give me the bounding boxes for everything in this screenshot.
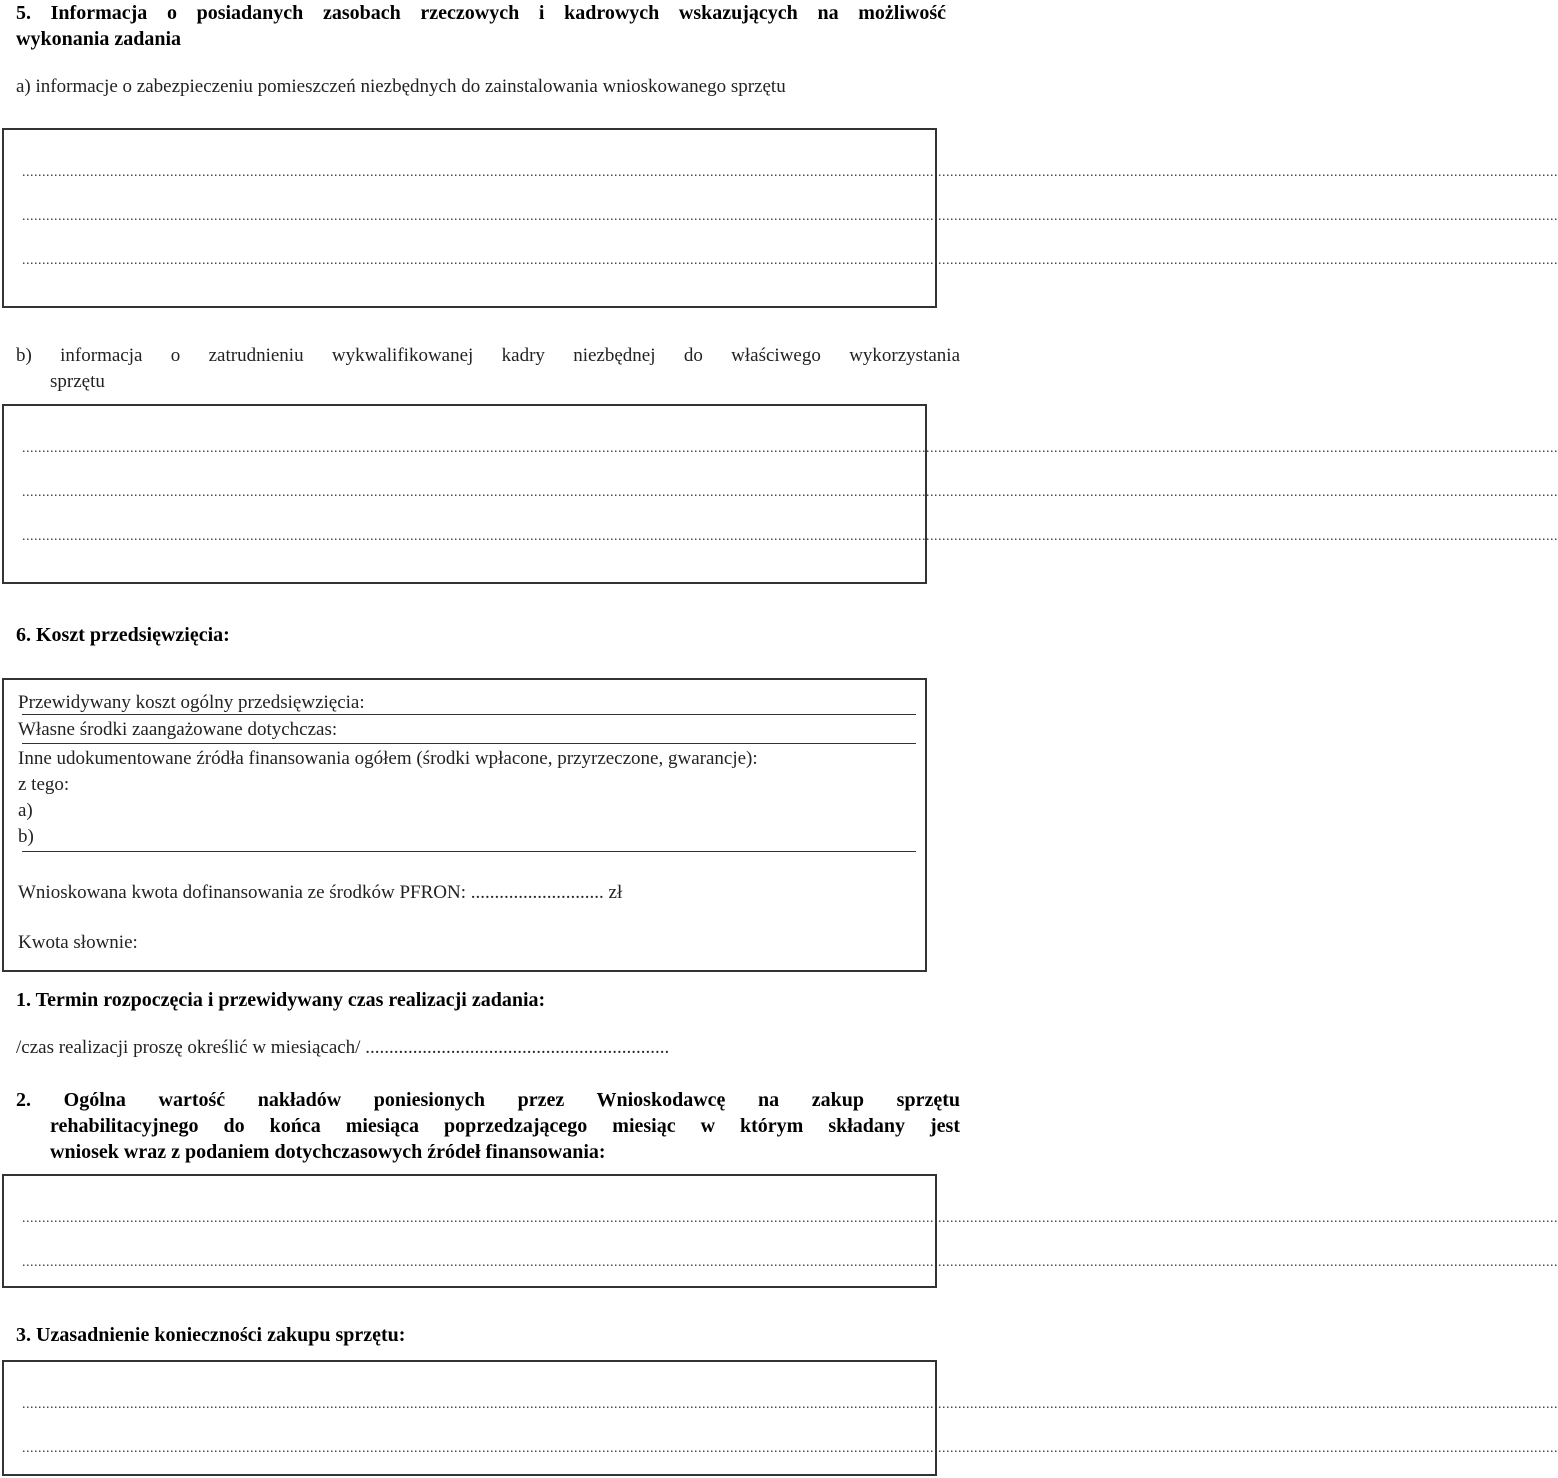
item-1-title: 1. Termin rozpoczęcia i przewidywany czas realizacji zadania: <box>16 989 546 1011</box>
premises-security-field[interactable] <box>2 128 1558 308</box>
other-funding-label: Inne udokumentowane źródła finansowania ogółem (środki wpłacone, przyrzeczone, gwarancje): <box>18 748 758 769</box>
section-5-item-b <box>16 343 960 395</box>
dotted-line: ................................................................................................................................................................................................................................................................................................................................................................................................ <box>22 1397 1558 1412</box>
own-funds-label: Własne środki zaangażowane dotychczas: <box>18 719 338 740</box>
divider <box>22 743 916 744</box>
item-2-title-line3: wniosek wraz z podaniem dotychczasowych źródeł finansowania: <box>50 1141 606 1163</box>
justification-field[interactable] <box>2 1360 1558 1476</box>
section-5-item-a: a) informacje o zabezpieczeniu pomieszczeń niezbędnych do zainstalowania wnioskowanego sprzętu <box>16 76 786 97</box>
item-2-title-line1: 2. Ogólna wartość nakładów poniesionych przez Wnioskodawcę na zakup sprzętu <box>16 1089 960 1111</box>
requested-amount: Wnioskowana kwota dofinansowania ze środków PFRON: ............................ zł <box>18 882 623 903</box>
section-5-item-b-line2: sprzętu <box>50 371 105 392</box>
funding-source-b: b) <box>18 826 34 847</box>
dotted-line: ................................................................................................................................................................................................................................................................................................................................................................................................ <box>22 165 1558 180</box>
cost-table <box>2 678 927 972</box>
dotted-line: ................................................................................................................................................................................................................................................................................................................................................................................................ <box>22 1255 1558 1270</box>
item-2-title-line2: rehabilitacyjnego do końca miesiąca poprzedzającego miesiąc w którym składany jest <box>50 1115 960 1137</box>
section-6-title: 6. Koszt przedsięwzięcia: <box>16 624 230 646</box>
dotted-line: ................................................................................................................................................................................................................................................................................................................................................................................................ <box>22 1211 1558 1226</box>
section-5-title <box>16 0 946 52</box>
section-5-title-line1: 5. Informacja o posiadanych zasobach rzeczowych i kadrowych wskazujących na możliwość <box>16 2 946 24</box>
item-1-note: /czas realizacji proszę określić w miesiącach/ ................................................................ <box>16 1037 670 1058</box>
dotted-line: ................................................................................................................................................................................................................................................................................................................................................................................................ <box>22 529 1558 544</box>
dotted-line: ................................................................................................................................................................................................................................................................................................................................................................................................ <box>22 209 1558 224</box>
qualified-staff-field[interactable] <box>2 404 1558 584</box>
dotted-line: ................................................................................................................................................................................................................................................................................................................................................................................................ <box>22 1441 1558 1456</box>
item-2-title <box>16 1087 960 1165</box>
expenditure-field[interactable] <box>2 1174 1558 1288</box>
including-label: z tego: <box>18 774 70 795</box>
section-5-item-b-line1: b) informacja o zatrudnieniu wykwalifikowanej kadry niezbędnej do właściwego wykorzystania <box>16 345 960 366</box>
section-5-title-line2: wykonania zadania <box>16 28 182 50</box>
dotted-line: ................................................................................................................................................................................................................................................................................................................................................................................................ <box>22 253 1558 268</box>
dotted-line: ................................................................................................................................................................................................................................................................................................................................................................................................ <box>22 441 1558 456</box>
dotted-line: ................................................................................................................................................................................................................................................................................................................................................................................................ <box>22 485 1558 500</box>
divider <box>22 851 916 852</box>
divider <box>22 714 916 715</box>
amount-in-words-label: Kwota słownie: <box>18 932 138 953</box>
item-3-title: 3. Uzasadnienie konieczności zakupu sprzętu: <box>16 1324 406 1346</box>
total-cost-label: Przewidywany koszt ogólny przedsięwzięcia: <box>18 692 365 713</box>
funding-source-a: a) <box>18 800 33 821</box>
